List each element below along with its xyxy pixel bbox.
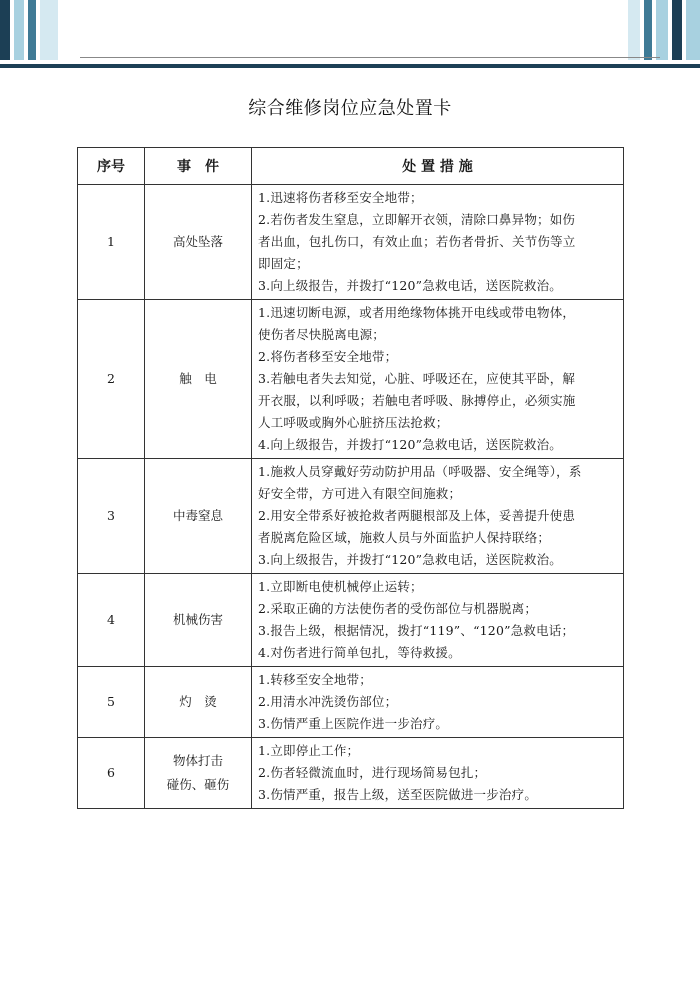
event-line: 物体打击 bbox=[172, 753, 223, 768]
measure-line: 2.采取正确的方法使伤者的受伤部位与机器脱离； bbox=[258, 601, 538, 616]
deco-bar bbox=[672, 0, 682, 60]
measure-line: 1.迅速切断电源，或者用绝缘物体挑开电线或带电物体， bbox=[258, 305, 576, 320]
measure-line: 4.向上级报告，并拨打“120”急救电话，送医院救治。 bbox=[258, 437, 562, 452]
row-event bbox=[145, 300, 252, 459]
row-measures bbox=[252, 574, 624, 667]
measure-line: 3.向上级报告，并拨打“120”急救电话，送医院救治。 bbox=[258, 278, 562, 293]
measure-line: 即固定； bbox=[258, 256, 309, 271]
row-number: 4 bbox=[78, 574, 145, 667]
event-line: 机械伤害 bbox=[172, 612, 223, 627]
row-measures bbox=[252, 459, 624, 574]
measure-line: 1.转移至安全地带； bbox=[258, 672, 372, 687]
row-measures bbox=[252, 738, 624, 809]
row-event bbox=[145, 738, 252, 809]
deco-bar bbox=[686, 0, 700, 60]
table-row bbox=[78, 574, 624, 667]
header-no: 序号 bbox=[78, 148, 145, 185]
measure-line: 1.立即停止工作； bbox=[258, 743, 360, 758]
deco-bar bbox=[28, 0, 36, 60]
event-line: 中毒窒息 bbox=[172, 508, 223, 523]
deco-bar bbox=[656, 0, 668, 60]
row-event bbox=[145, 459, 252, 574]
row-event bbox=[145, 574, 252, 667]
measure-line: 1.立即断电使机械停止运转； bbox=[258, 579, 423, 594]
measure-line: 2.将伤者移至安全地带； bbox=[258, 349, 398, 364]
measure-line: 1.施救人员穿戴好劳动防护用品（呼吸器、安全绳等），系 bbox=[258, 464, 582, 479]
measure-line: 使伤者尽快脱离电源； bbox=[258, 327, 386, 342]
measure-line: 2.用清水冲洗烫伤部位； bbox=[258, 694, 398, 709]
measure-line: 者脱离危险区域，施救人员与外面监护人保持联络； bbox=[258, 530, 551, 545]
measure-line: 1.迅速将伤者移至安全地带； bbox=[258, 190, 423, 205]
table-row bbox=[78, 667, 624, 738]
header-measures: 处 置 措 施 bbox=[252, 148, 624, 185]
measure-line: 好安全带，方可进入有限空间施救； bbox=[258, 486, 462, 501]
measure-line: 4.对伤者进行简单包扎，等待救援。 bbox=[258, 645, 461, 660]
header-event: 事 件 bbox=[145, 148, 252, 185]
row-number: 5 bbox=[78, 667, 145, 738]
event-line: 高处坠落 bbox=[172, 234, 223, 249]
header-thin-rule bbox=[80, 57, 660, 58]
deco-bar bbox=[40, 0, 58, 60]
table-row bbox=[78, 300, 624, 459]
measure-line: 3.伤情严重，报告上级，送至医院做进一步治疗。 bbox=[258, 787, 538, 802]
measure-line: 人工呼吸或胸外心脏挤压法抢救； bbox=[258, 415, 449, 430]
row-number: 3 bbox=[78, 459, 145, 574]
deco-bar bbox=[0, 0, 10, 60]
deco-bar bbox=[644, 0, 652, 60]
emergency-card-table bbox=[77, 147, 624, 809]
row-measures bbox=[252, 667, 624, 738]
table-header-row bbox=[78, 148, 624, 185]
row-measures bbox=[252, 300, 624, 459]
row-event bbox=[145, 667, 252, 738]
measure-line: 2.用安全带系好被抢救者两腿根部及上体，妥善提升使患 bbox=[258, 508, 576, 523]
measure-line: 3.伤情严重上医院作进一步治疗。 bbox=[258, 716, 449, 731]
measure-line: 者出血，包扎伤口，有效止血；若伤者骨折、关节伤等立 bbox=[258, 234, 576, 249]
page-title: 综合维修岗位应急处置卡 bbox=[248, 98, 452, 119]
event-line: 灼 烫 bbox=[179, 694, 217, 709]
deco-bar bbox=[628, 0, 640, 60]
header-rule bbox=[0, 64, 700, 68]
measure-line: 2.若伤者发生窒息，立即解开衣领，清除口鼻异物；如伤 bbox=[258, 212, 576, 227]
row-number: 6 bbox=[78, 738, 145, 809]
measure-line: 3.若触电者失去知觉，心脏、呼吸还在，应使其平卧，解 bbox=[258, 371, 576, 386]
row-number: 1 bbox=[78, 185, 145, 300]
event-line: 碰伤、砸伤 bbox=[166, 777, 230, 792]
row-number: 2 bbox=[78, 300, 145, 459]
table-row bbox=[78, 185, 624, 300]
deco-bar bbox=[14, 0, 24, 60]
measure-line: 2.伤者轻微流血时，进行现场简易包扎； bbox=[258, 765, 487, 780]
measure-line: 开衣服，以利呼吸；若触电者呼吸、脉搏停止，必须实施 bbox=[258, 393, 576, 408]
measure-line: 3.报告上级，根据情况，拨打“119”、“120”急救电话； bbox=[258, 623, 575, 638]
measure-line: 3.向上级报告，并拨打“120”急救电话，送医院救治。 bbox=[258, 552, 562, 567]
event-line: 触 电 bbox=[179, 371, 217, 386]
row-event bbox=[145, 185, 252, 300]
table-row bbox=[78, 459, 624, 574]
table-row bbox=[78, 738, 624, 809]
row-measures bbox=[252, 185, 624, 300]
